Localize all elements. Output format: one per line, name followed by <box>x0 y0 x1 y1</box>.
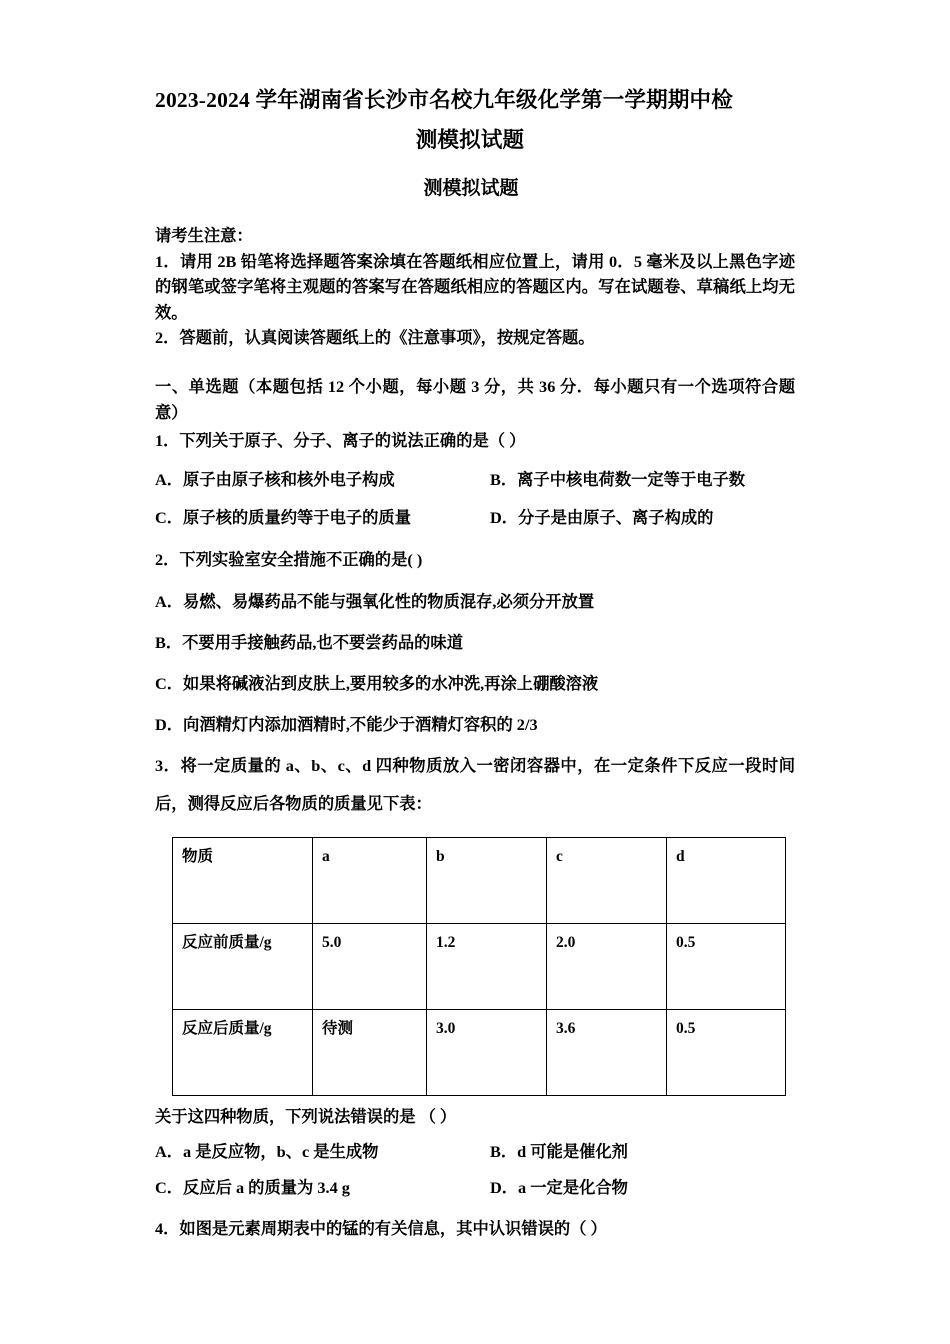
page-title <box>155 80 795 160</box>
table-row-after <box>173 1009 786 1095</box>
notice-heading: 请考生注意： <box>155 226 253 245</box>
notice-item-1: 1．请用 2B 铅笔将选择题答案涂填在答题纸相应位置上，请用 0．5 毫米及以上黑色字迹的钢笔或签字笔将主观题的答案写在答题纸相应的答题区内。写在试题卷、草稿纸上均无效。 <box>155 251 795 322</box>
question-1-option-a[interactable]: A．原子由原子核和核外电子构成 <box>155 469 395 489</box>
question-3-option-d[interactable]: D．a 一定是化合物 <box>490 1177 628 1197</box>
table-header-b: b <box>427 837 547 923</box>
table-row-after-label: 反应后质量/g <box>173 1009 313 1095</box>
title-line-1: 2023-2024 学年湖南省长沙市名校九年级化学第一学期期中检 <box>155 88 733 112</box>
question-1-options-row-2 <box>155 506 795 530</box>
question-3-stem: 3．将一定质量的 a、b、c、d 四种物质放入一密闭容器中，在一定条件下反应一段时间后，测得反应后各物质的质量见下表： <box>155 755 795 813</box>
table-header-c: c <box>547 837 667 923</box>
table-row-before-a: 5.0 <box>313 923 427 1009</box>
question-1-option-b[interactable]: B．离子中核电荷数一定等于电子数 <box>490 469 746 489</box>
table-row-header <box>173 837 786 923</box>
table-row-before-b: 1.2 <box>427 923 547 1009</box>
question-3-option-a[interactable]: A．a 是反应物，b、c 是生成物 <box>155 1141 379 1161</box>
page-content <box>155 0 795 1242</box>
table-row-before <box>173 923 786 1009</box>
page-subtitle: 测模拟试题 <box>423 178 519 199</box>
table-row-before-d: 0.5 <box>667 923 786 1009</box>
question-3-options-row-1 <box>155 1140 795 1164</box>
table-row-after-a: 待测 <box>313 1009 427 1095</box>
candidate-notice <box>155 223 795 351</box>
question-3-substem: 关于这四种物质，下列说法错误的是 （ ） <box>155 1106 457 1126</box>
question-2-option-d[interactable]: D．向酒精灯内添加酒精时,不能少于酒精灯容积的 2/3 <box>155 714 538 734</box>
question-1-option-c[interactable]: C．原子核的质量约等于电子的质量 <box>155 507 411 527</box>
question-3-option-b[interactable]: B．d 可能是催化剂 <box>490 1141 628 1161</box>
table-row-after-b: 3.0 <box>427 1009 547 1095</box>
title-line-2: 测模拟试题 <box>415 128 525 152</box>
question-1-option-d[interactable]: D．分子是由原子、离子构成的 <box>490 507 714 527</box>
section-heading-single-choice: 一、单选题（本题包括 12 个小题，每小题 3 分，共 36 分．每小题只有一个选项符合题意） <box>155 376 795 422</box>
question-3-options-row-2 <box>155 1176 795 1200</box>
notice-item-2: 2．答题前，认真阅读答题纸上的《注意事项》，按规定答题。 <box>155 328 595 347</box>
question-1-stem: 1．下列关于原子、分子、离子的说法正确的是（ ） <box>155 430 526 450</box>
table-row-before-c: 2.0 <box>547 923 667 1009</box>
question-4-stem: 4．如图是元素周期表中的锰的有关信息，其中认识错误的（ ） <box>155 1218 607 1238</box>
table-header-substance: 物质 <box>173 837 313 923</box>
table-header-a: a <box>313 837 427 923</box>
table-header-d: d <box>667 837 786 923</box>
question-1-options-row-1 <box>155 468 795 492</box>
question-3-option-c[interactable]: C．反应后 a 的质量为 3.4 g <box>155 1177 350 1197</box>
table-row-before-label: 反应前质量/g <box>173 923 313 1009</box>
table-row-after-d: 0.5 <box>667 1009 786 1095</box>
question-2-option-b[interactable]: B．不要用手接触药品,也不要尝药品的味道 <box>155 632 463 652</box>
reaction-mass-table <box>172 837 786 1096</box>
table-row-after-c: 3.6 <box>547 1009 667 1095</box>
question-2-stem: 2．下列实验室安全措施不正确的是( ) <box>155 549 423 569</box>
question-2-option-a[interactable]: A．易燃、易爆药品不能与强氧化性的物质混存,必须分开放置 <box>155 591 595 611</box>
question-2-option-c[interactable]: C．如果将碱液沾到皮肤上,要用较多的水冲洗,再涂上硼酸溶液 <box>155 673 599 693</box>
